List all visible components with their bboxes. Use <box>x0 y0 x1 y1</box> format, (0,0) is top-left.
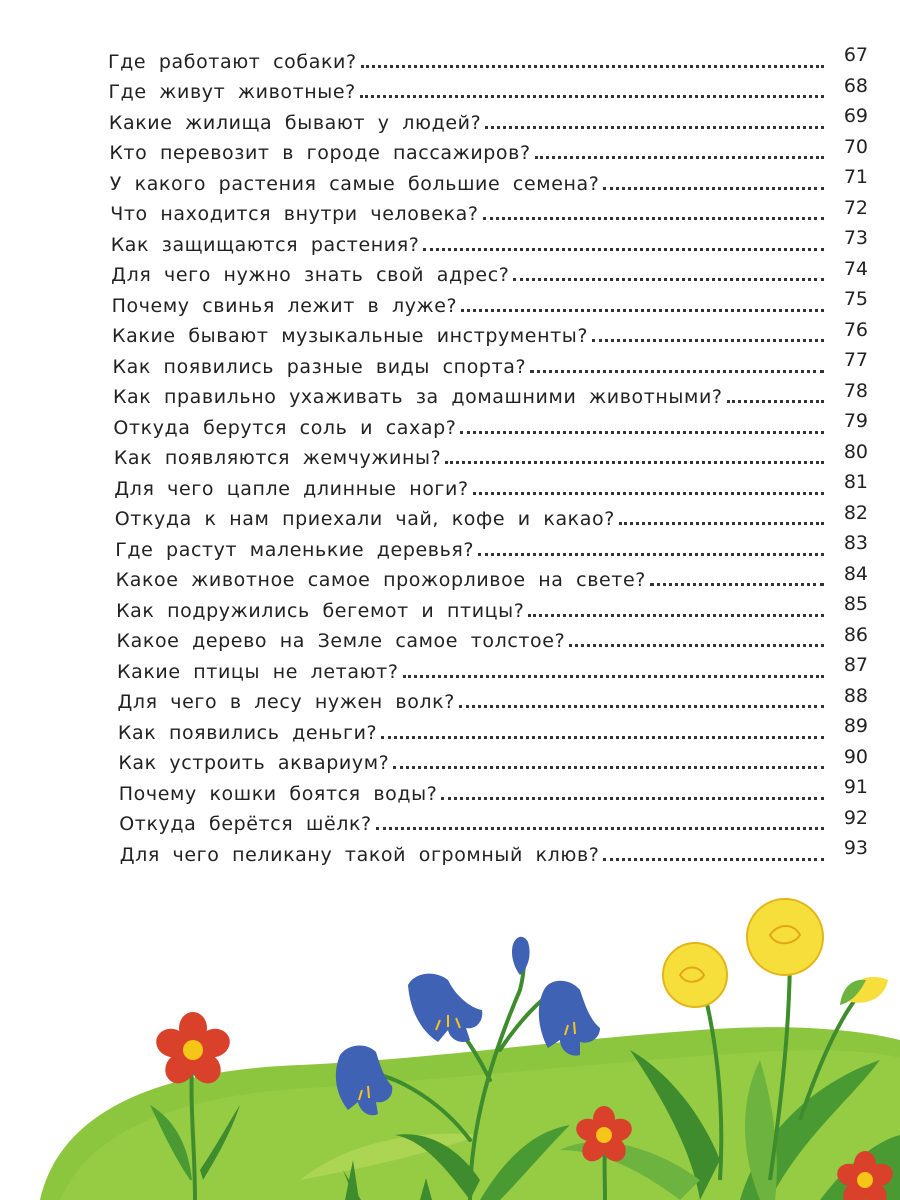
dot-leader <box>423 248 824 251</box>
toc-entry <box>118 713 868 744</box>
dot-leader <box>403 675 824 678</box>
toc-entry <box>115 530 868 561</box>
dot-leader <box>361 65 824 68</box>
toc-entry-title: Почему свинья лежит в луже? <box>111 294 458 317</box>
dandelion-bud-icon <box>840 977 888 1005</box>
dot-leader <box>445 461 824 464</box>
table-of-contents <box>108 42 868 866</box>
toc-entry-title: Кто перевозит в городе пассажиров? <box>109 142 531 164</box>
toc-entry <box>108 42 868 73</box>
dot-leader <box>360 95 824 98</box>
dot-leader <box>393 766 824 769</box>
dot-leader <box>569 644 824 647</box>
toc-entry-page-number: 76 <box>843 318 868 341</box>
toc-entry <box>117 622 868 653</box>
toc-entry-title: Для чего пеликану такой огромный клюв? <box>119 843 600 866</box>
dot-leader <box>483 217 824 220</box>
toc-entry <box>118 744 868 775</box>
dot-leader <box>460 431 824 434</box>
toc-entry-page-number: 75 <box>843 288 868 310</box>
toc-entry <box>112 286 868 317</box>
toc-entry-page-number: 73 <box>843 227 868 249</box>
toc-entry <box>112 317 868 348</box>
toc-entry-title: Как устроить аквариум? <box>118 752 390 774</box>
dandelion-icon <box>663 899 823 1007</box>
toc-entry-page-number: 67 <box>843 44 868 66</box>
toc-entry-title: Как появляются жемчужины? <box>113 447 442 469</box>
toc-entry <box>113 378 868 409</box>
toc-entry-page-number: 88 <box>843 684 868 707</box>
toc-entry <box>117 683 868 714</box>
toc-entry-title: Какие бывают музыкальные инструменты? <box>112 325 589 347</box>
toc-entry-page-number: 89 <box>843 715 868 737</box>
dot-leader <box>592 339 824 342</box>
dot-leader <box>727 400 824 403</box>
toc-entry <box>110 164 868 195</box>
toc-entry <box>116 591 868 622</box>
toc-entry <box>117 652 868 683</box>
toc-entry <box>113 347 869 378</box>
toc-entry-title: Какое животное самое прожорливое на свете? <box>115 569 646 591</box>
toc-entry <box>113 408 868 439</box>
dot-leader <box>603 858 824 861</box>
toc-entry-page-number: 91 <box>843 776 868 798</box>
toc-entry-title: Как подружились бегемот и птицы? <box>116 599 525 622</box>
dot-leader <box>459 705 824 708</box>
toc-entry <box>110 195 868 226</box>
toc-entry-page-number: 68 <box>843 74 868 97</box>
toc-entry <box>109 134 868 165</box>
toc-entry-page-number: 70 <box>843 135 868 158</box>
toc-entry-title: Для чего в лесу нужен волк? <box>117 691 455 713</box>
toc-entry-title: Какие птицы не летают? <box>117 660 399 683</box>
toc-entry <box>111 256 868 287</box>
toc-entry-page-number: 77 <box>843 349 868 371</box>
toc-entry-title: Для чего нужно знать свой адрес? <box>111 264 510 286</box>
dot-leader <box>530 370 824 373</box>
toc-entry-page-number: 74 <box>843 257 868 280</box>
dot-leader <box>473 492 824 495</box>
toc-entry-page-number: 87 <box>843 654 868 676</box>
toc-entry-page-number: 78 <box>843 379 868 402</box>
toc-entry-page-number: 81 <box>843 471 868 493</box>
dot-leader <box>478 553 824 556</box>
toc-entry-title: Откуда к нам приехали чай, кофе и какао? <box>114 508 615 530</box>
dot-leader <box>535 156 824 159</box>
toc-entry-page-number: 80 <box>843 440 868 463</box>
toc-entry <box>114 469 868 500</box>
toc-entry-title: Какое дерево на Земле самое толстое? <box>116 630 566 652</box>
toc-entry-page-number: 71 <box>843 166 868 188</box>
toc-entry-page-number: 69 <box>843 105 868 127</box>
toc-entry <box>108 73 868 104</box>
toc-entry-title: Как правильно ухаживать за домашними животными? <box>112 386 723 408</box>
toc-entry-page-number: 85 <box>843 593 868 615</box>
toc-entry-page-number: 93 <box>843 837 868 859</box>
dot-leader <box>376 827 824 830</box>
toc-entry-title: У какого растения самые большие семена? <box>109 172 600 195</box>
dot-leader <box>650 583 824 586</box>
toc-entry-page-number: 82 <box>843 501 868 524</box>
toc-entry-title: Что находится внутри человека? <box>110 203 479 225</box>
dot-leader <box>619 522 824 525</box>
toc-entry-page-number: 79 <box>843 410 868 432</box>
toc-entry <box>109 103 868 134</box>
toc-entry-title: Для чего цапле длинные ноги? <box>114 477 469 500</box>
meadow-illustration <box>0 880 900 1200</box>
toc-entry <box>120 835 868 866</box>
toc-entry <box>119 774 868 805</box>
toc-entry <box>111 225 868 256</box>
dot-leader <box>461 309 824 312</box>
toc-entry <box>116 561 868 592</box>
toc-entry-title: Какие жилища бывают у людей? <box>108 111 482 134</box>
dot-leader <box>381 736 824 739</box>
toc-entry-title: Как защищаются растения? <box>110 233 420 256</box>
toc-entry-title: Где живут животные? <box>108 81 356 103</box>
toc-entry-title: Почему кошки боятся воды? <box>118 782 438 805</box>
toc-entry-page-number: 90 <box>843 745 868 768</box>
dot-leader <box>441 797 824 800</box>
toc-entry-title: Где работают собаки? <box>108 50 357 73</box>
toc-entry-title: Откуда берётся шёлк? <box>119 813 372 835</box>
toc-entry-title: Откуда берутся соль и сахар? <box>113 416 457 439</box>
dot-leader <box>513 278 824 281</box>
toc-entry-page-number: 84 <box>843 562 868 585</box>
toc-entry-title: Где растут маленькие деревья? <box>115 538 475 561</box>
dot-leader <box>528 614 824 617</box>
toc-entry <box>115 500 868 531</box>
toc-entry-title: Как появились деньги? <box>117 721 378 744</box>
toc-entry-page-number: 92 <box>843 806 868 829</box>
dot-leader <box>603 187 824 190</box>
toc-entry-page-number: 83 <box>843 532 868 554</box>
toc-entry-title: Как появились разные виды спорта? <box>112 355 527 378</box>
dot-leader <box>485 126 824 129</box>
toc-entry <box>119 805 868 836</box>
toc-entry-page-number: 86 <box>843 623 868 646</box>
toc-entry-page-number: 72 <box>843 196 868 219</box>
toc-entry <box>114 439 868 470</box>
